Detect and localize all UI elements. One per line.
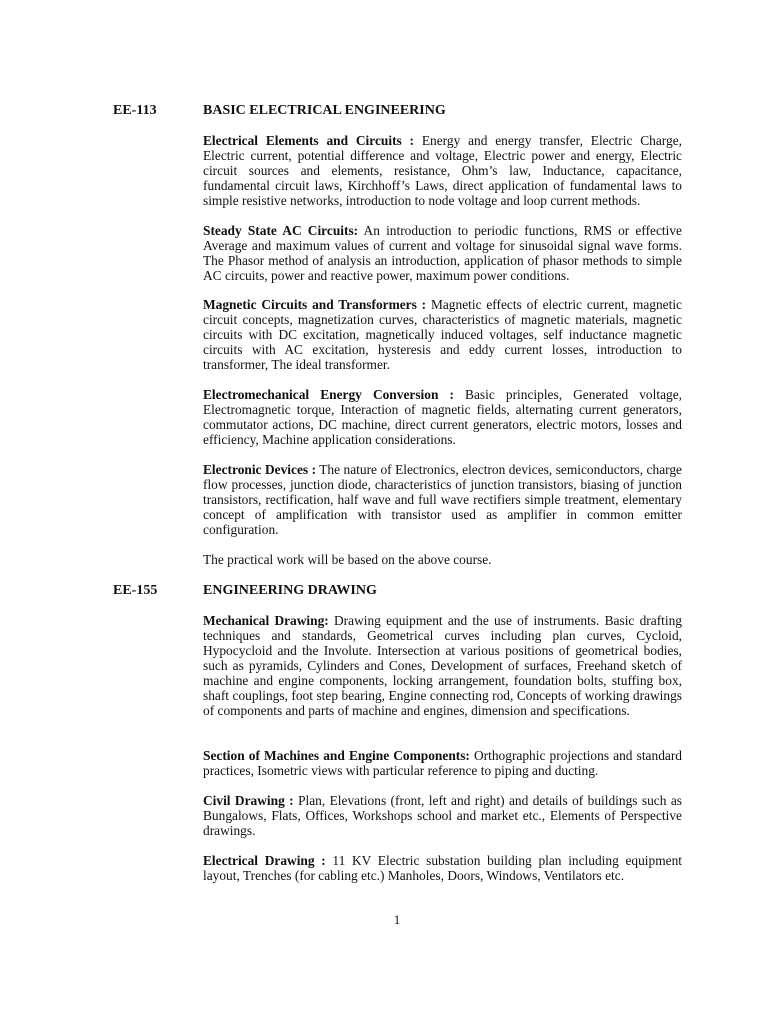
section-body: Plan, Elevations (front, left and right) and details of buildings such as Bungalows, Flats, Offices, Workshops school and market etc., Elements of Perspective drawings. xyxy=(203,793,682,838)
section-paragraph xyxy=(203,748,682,778)
section-body: Drawing equipment and the use of instruments. Basic drafting techniques and standards, Geometrical curves including plan curves, Cycloid, Hypocycloid and the Involute. Intersection at various positions of geometrical bodies, such as pyramids, Cylinders and Cones, Development of surfaces, Freehand sketch of machine and engine components, locking arrangement, foundation bolts, stuffing box, shaft couplings, foot step bearing, Engine connecting rod, Concepts of working drawings of components and parts of machine and engines, dimension and specifications. xyxy=(203,613,682,718)
section-heading: Civil Drawing : xyxy=(203,793,294,808)
section-paragraph xyxy=(203,462,682,537)
section-heading: Magnetic Circuits and Transformers : xyxy=(203,297,427,312)
section-paragraph xyxy=(203,853,682,883)
section-paragraph xyxy=(203,613,682,718)
section-paragraph xyxy=(203,387,682,447)
section-heading: Mechanical Drawing: xyxy=(203,613,329,628)
course-code: EE-113 xyxy=(113,103,157,118)
section-heading: Steady State AC Circuits: xyxy=(203,223,359,238)
section-heading: Electromechanical Energy Conversion : xyxy=(203,387,454,402)
page-number: 1 xyxy=(393,912,401,927)
section-heading: Electronic Devices : xyxy=(203,462,317,477)
practical-note xyxy=(203,552,682,567)
section-body: 11 KV Electric substation building plan including equipment layout, Trenches (for cabling etc.) Manholes, Doors, Windows, Ventilators etc. xyxy=(203,853,682,883)
section-paragraph xyxy=(203,223,682,283)
section-body: The nature of Electronics, electron devices, semiconductors, charge flow processes, junction diode, characteristics of junction transistors, biasing of junction transistors, rectification, half wave and full wave rectifiers simple treatment, elementary concept of amplification with transistor used as amplifier in common emitter configuration. xyxy=(203,462,682,537)
section-heading: Electrical Drawing : xyxy=(203,853,326,868)
section-body: Magnetic effects of electric current, magnetic circuit concepts, magnetization curves, characteristics of magnetic materials, magnetic circuits with DC excitation, magnetically induced voltages, self inductance magnetic circuits with AC excitation, hysteresis and eddy current losses, introduction to transformer, The ideal transformer. xyxy=(203,297,682,372)
section-heading: Section of Machines and Engine Components: xyxy=(203,748,470,763)
course-code: EE-155 xyxy=(113,583,158,598)
section-body: The practical work will be based on the above course. xyxy=(203,552,492,567)
course-title: ENGINEERING DRAWING xyxy=(203,583,377,598)
section-heading: Electrical Elements and Circuits : xyxy=(203,133,415,148)
course-title: BASIC ELECTRICAL ENGINEERING xyxy=(203,103,446,118)
section-paragraph xyxy=(203,297,682,372)
section-paragraph xyxy=(203,133,682,208)
section-body: Orthographic projections and standard practices, Isometric views with particular reference to piping and ducting. xyxy=(203,748,682,778)
section-body: Basic principles, Generated voltage, Electromagnetic torque, Interaction of magnetic fields, alternating current generators, commutator actions, DC machine, direct current generators, electric motors, losses and efficiency, Machine application considerations. xyxy=(203,387,683,447)
section-body: An introduction to periodic functions, RMS or effective Average and maximum values of current and voltage for sinusoidal signal wave forms. The Phasor method of analysis an introduction, application of phasor methods to simple AC circuits, power and reactive power, maximum power conditions. xyxy=(203,223,682,283)
section-paragraph xyxy=(203,793,682,838)
section-body: Energy and energy transfer, Electric Charge, Electric current, potential difference and voltage, Electric power and energy, Electric circuit sources and elements, resistance, Ohm’s law, Inductance, capacitance, fundamental circuit laws, Kirchhoff’s Laws, direct application of fundamental laws to simple resistive networks, introduction to node voltage and loop current methods. xyxy=(203,133,682,208)
